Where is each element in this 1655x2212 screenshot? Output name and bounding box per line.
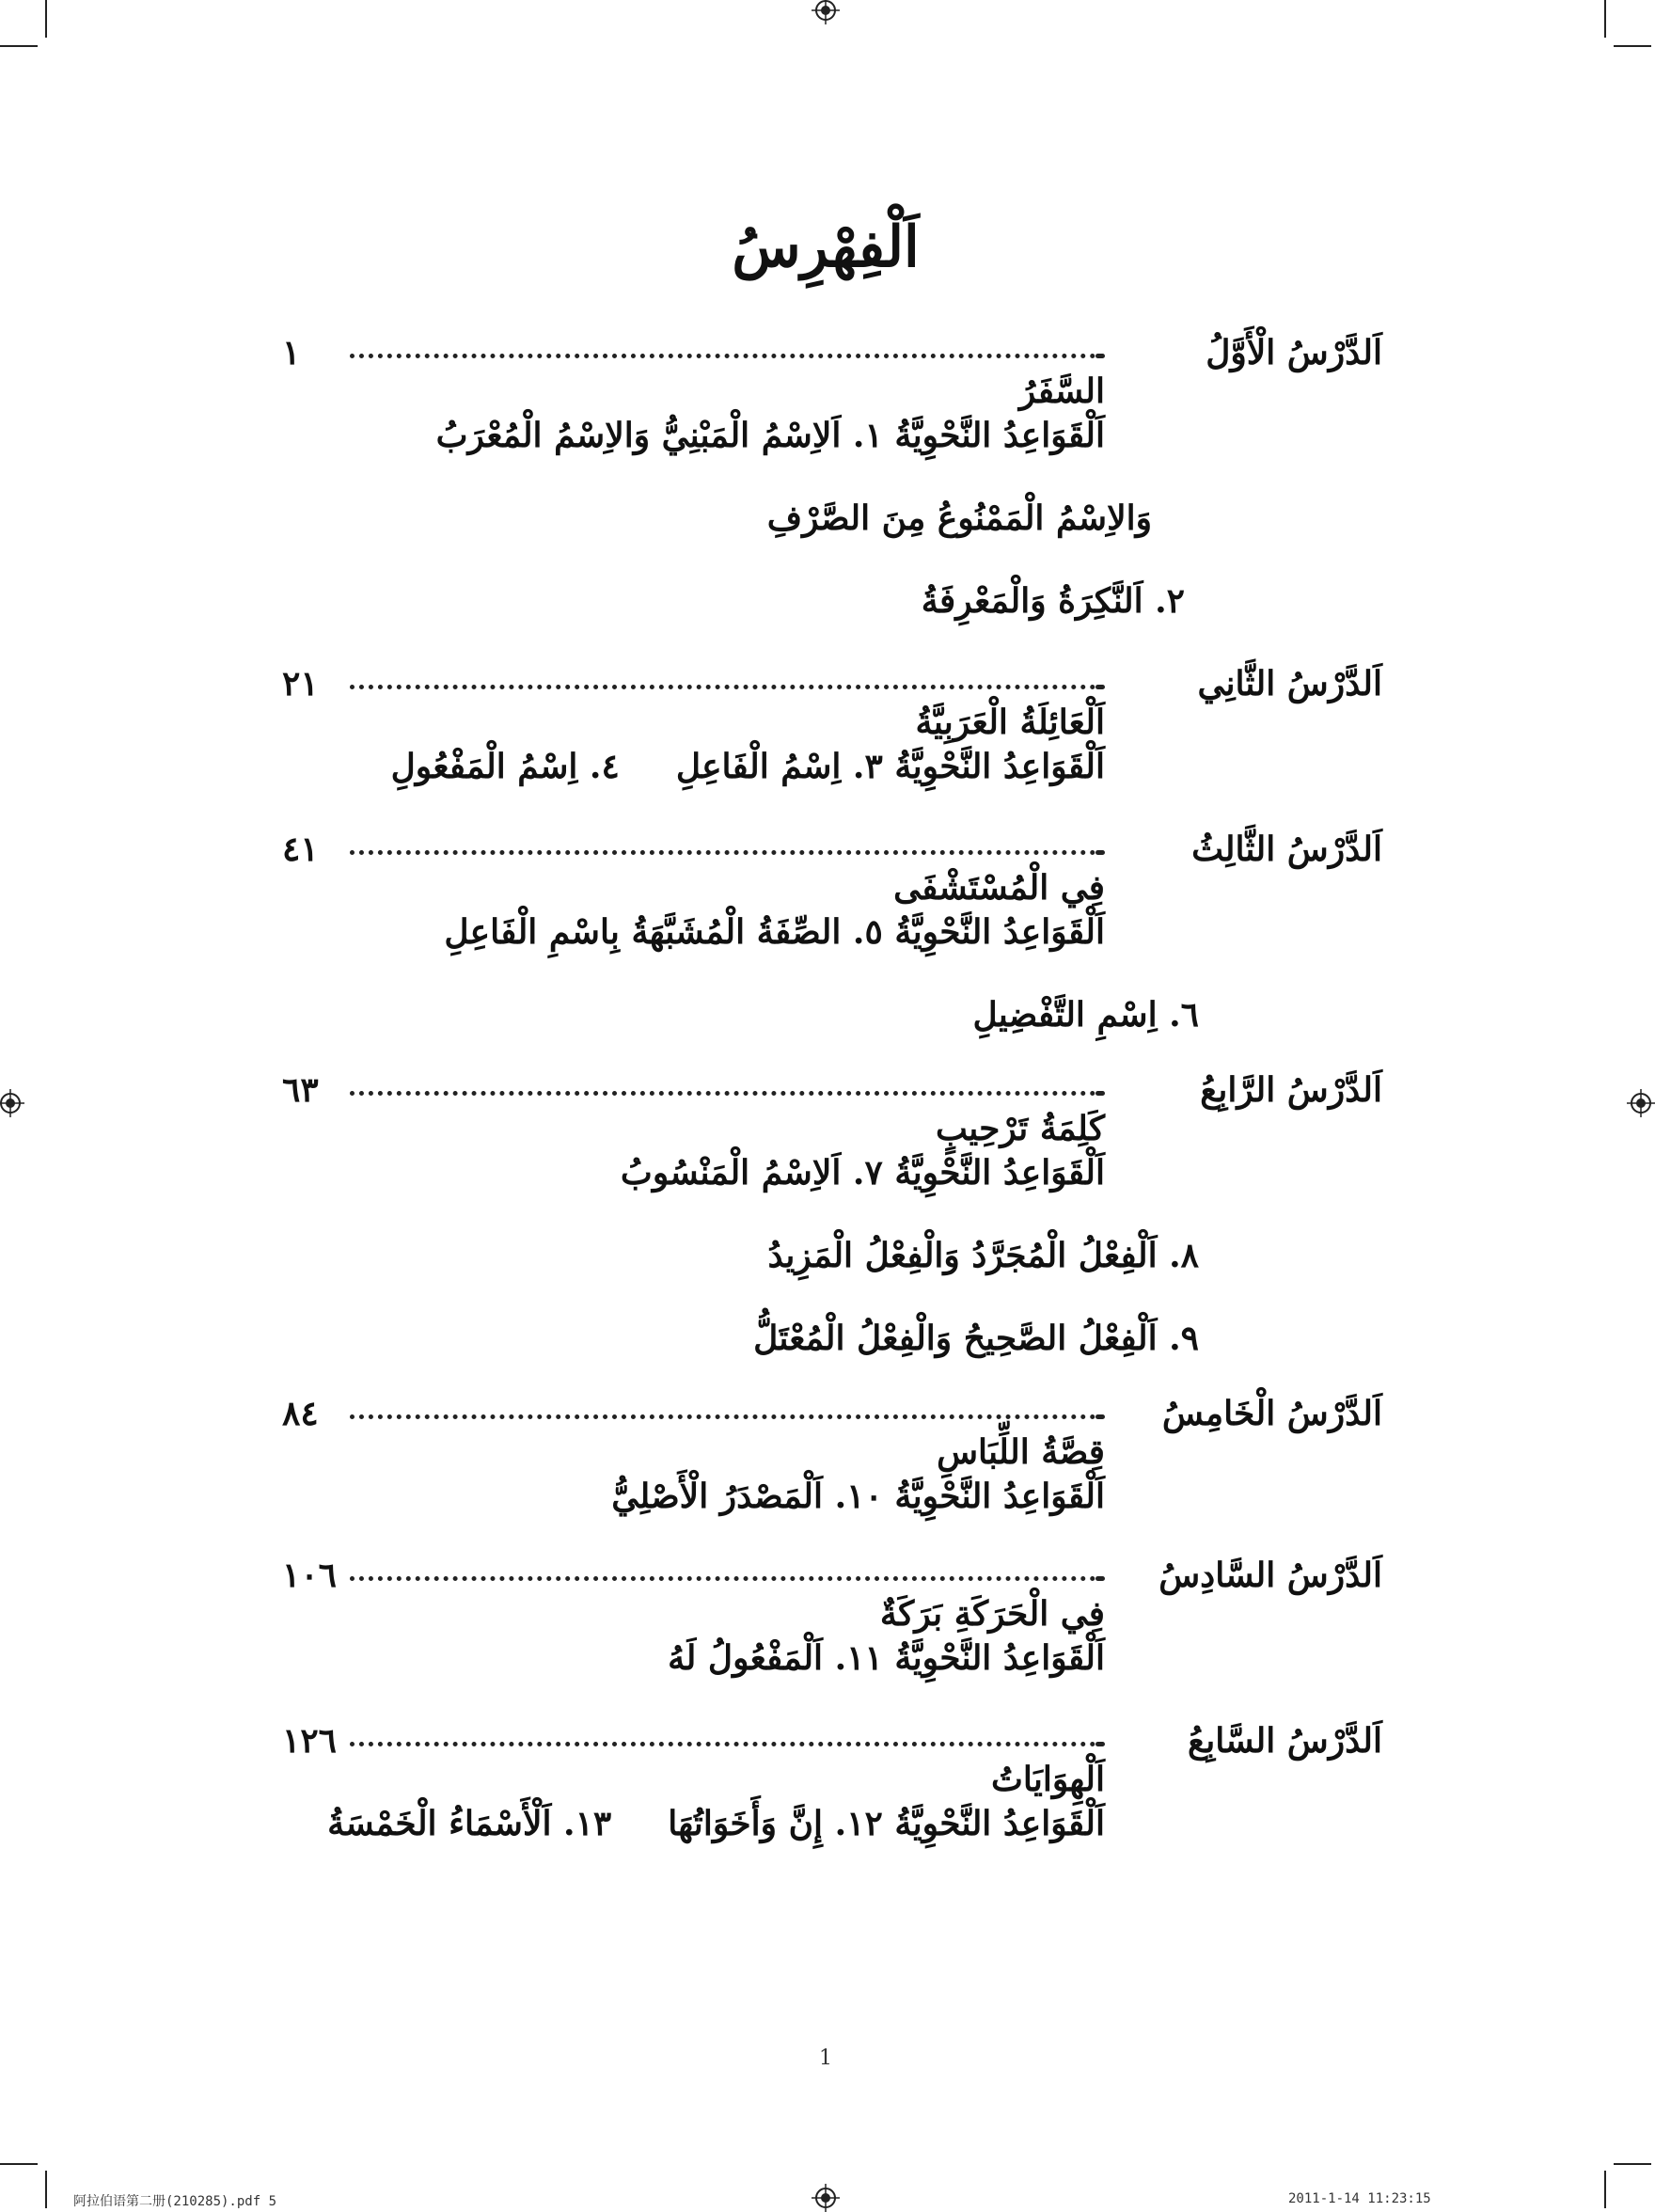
lesson-topic: اَلْهِوَايَاتُ	[1095, 1742, 1105, 1812]
lesson-topic: قِصَّةُ اللِّبَاسِ	[1095, 1414, 1105, 1485]
grammar-line	[282, 1463, 1382, 1529]
crop-mark	[1614, 2163, 1651, 2165]
grammar-line	[282, 1305, 1382, 1371]
crop-mark	[45, 2171, 47, 2208]
lesson-name: اَلدَّرْسُ الْأَوَّلُ	[1206, 333, 1382, 372]
grammar-line	[282, 982, 1382, 1048]
toc-entry[interactable]	[282, 320, 1382, 411]
lesson-topic: اَلْعَائِلَةُ الْعَرَبِيَّةُ	[1095, 685, 1105, 755]
grammar-topic: اَلْقَوَاعِدُ النَّحْوِيَّةُ ٧. اَلاِسْمُ الْمَنْسُوبُ	[620, 1153, 1105, 1193]
page-number: ٤١	[282, 830, 319, 869]
crop-mark	[0, 2163, 38, 2165]
grammar-line	[282, 1140, 1382, 1206]
lesson-topic: فِي الْمُسْتَشْفَى	[1095, 850, 1105, 921]
lesson-topic: فِي الْحَرَكَةِ بَرَكَةٌ	[1095, 1576, 1105, 1647]
dot-leader	[350, 1542, 1105, 1634]
page-number: ١٠٦	[282, 1556, 338, 1595]
registration-mark-icon	[812, 0, 840, 24]
page-title: اَلْفِهْرِسُ	[732, 214, 920, 280]
page-number: ١	[282, 333, 301, 372]
dot-leader	[350, 320, 1105, 411]
lesson-name: اَلدَّرْسُ الْخَامِسُ	[1161, 1394, 1382, 1433]
page-number: ٦٣	[282, 1070, 319, 1110]
grammar-topic-item: اَلْقَوَاعِدُ النَّحْوِيَّةُ ١٢. إِنَّ وَأَخَوَاتُهَا	[668, 1804, 1105, 1843]
toc-entry[interactable]	[282, 1381, 1382, 1472]
lesson-name: اَلدَّرْسُ السَّابِعُ	[1188, 1721, 1382, 1761]
grammar-line	[282, 1791, 1382, 1856]
print-timestamp: 2011-1-14 11:23:15	[1288, 2191, 1431, 2206]
grammar-line	[282, 403, 1382, 468]
grammar-topic: ٨. اَلْفِعْلُ الْمُجَرَّدُ وَالْفِعْلُ الْمَزِيدُ	[767, 1236, 1199, 1275]
dot-leader	[350, 651, 1105, 742]
grammar-line	[282, 1625, 1382, 1691]
crop-mark	[1604, 2171, 1606, 2208]
crop-mark	[0, 45, 38, 47]
dot-leader	[350, 1708, 1105, 1799]
registration-mark-icon	[1627, 1089, 1655, 1117]
toc-entry[interactable]	[282, 1057, 1382, 1148]
dot-leader	[350, 1381, 1105, 1472]
footer-page-number: 1	[819, 2046, 832, 2070]
grammar-topic	[327, 1791, 1105, 1856]
registration-mark-icon	[812, 2184, 840, 2212]
grammar-topic: ٢. اَلنَّكِرَةُ وَالْمَعْرِفَةُ	[921, 581, 1185, 621]
grammar-topic	[391, 734, 1105, 799]
page-number: ٨٤	[282, 1394, 319, 1433]
lesson-name: اَلدَّرْسُ السَّادِسُ	[1158, 1556, 1382, 1595]
grammar-line	[282, 568, 1382, 634]
grammar-topic: اَلْقَوَاعِدُ النَّحْوِيَّةُ ٥. الصِّفَةُ الْمُشَبَّهَةُ بِاسْمِ الْفَاعِلِ	[444, 912, 1105, 952]
lesson-name: اَلدَّرْسُ الثَّانِي	[1197, 664, 1382, 703]
lesson-topic: كَلِمَةُ تَرْحِيبٍ	[1095, 1091, 1105, 1161]
grammar-topic-item: اَلْقَوَاعِدُ النَّحْوِيَّةُ ٣. اِسْمُ الْفَاعِلِ	[675, 747, 1105, 786]
registration-mark-icon	[0, 1089, 24, 1117]
file-info: 阿拉伯语第二册(210285).pdf 5	[73, 2194, 277, 2209]
grammar-topic: اَلْقَوَاعِدُ النَّحْوِيَّةُ ١٠. اَلْمَصْدَرُ الْأَصْلِيُّ	[611, 1477, 1105, 1516]
page-number: ١٢٦	[282, 1721, 338, 1761]
grammar-topic: اَلْقَوَاعِدُ النَّحْوِيَّةُ ١. اَلاِسْمُ الْمَبْنِيُّ وَالاِسْمُ الْمُعْرَبُ	[435, 416, 1105, 455]
lesson-name: اَلدَّرْسُ الرَّابِعُ	[1200, 1070, 1382, 1110]
grammar-topic: ٦. اِسْمِ التَّفْضِيلِ	[972, 995, 1199, 1035]
dot-leader	[350, 1057, 1105, 1148]
toc-entry[interactable]	[282, 816, 1382, 908]
grammar-line	[282, 485, 1382, 551]
grammar-topic: وَالاِسْمُ الْمَمْنُوعُ مِنَ الصَّرْفِ	[766, 498, 1152, 538]
toc-entry[interactable]	[282, 1542, 1382, 1634]
grammar-topic-item: ١٣. اَلْأَسْمَاءُ الْخَمْسَةُ	[327, 1804, 612, 1843]
crop-mark	[1604, 0, 1606, 38]
toc-entry[interactable]	[282, 651, 1382, 742]
crop-mark	[1614, 45, 1651, 47]
toc-entry[interactable]	[282, 1708, 1382, 1799]
grammar-topic-item: ٤. اِسْمُ الْمَفْعُولِ	[390, 747, 620, 786]
lesson-name: اَلدَّرْسُ الثَّالِثُ	[1191, 830, 1382, 869]
grammar-line	[282, 734, 1382, 799]
grammar-topic: ٩. اَلْفِعْلُ الصَّحِيحُ وَالْفِعْلُ الْمُعْتَلُّ	[753, 1319, 1199, 1358]
crop-mark	[45, 0, 47, 38]
grammar-line	[282, 899, 1382, 965]
grammar-line	[282, 1223, 1382, 1288]
grammar-topic: اَلْقَوَاعِدُ النَّحْوِيَّةُ ١١. اَلْمَفْعُولُ لَهُ	[668, 1638, 1105, 1678]
lesson-topic: السَّفَرُ	[1095, 354, 1105, 424]
dot-leader	[350, 816, 1105, 908]
page-number: ٢١	[282, 664, 319, 703]
